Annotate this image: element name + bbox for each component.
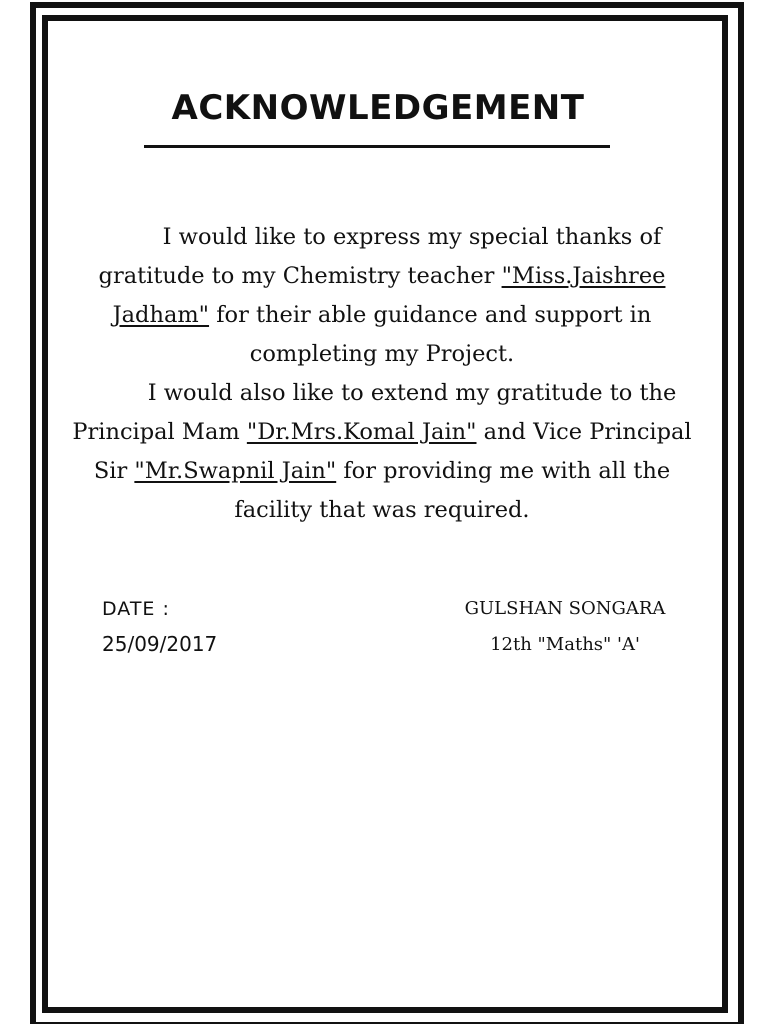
teacher-name: "Miss.Jaishree Jadham"	[112, 263, 666, 328]
paragraph1-text-start: I would like to express my special thanks of gratitude to my Chemistry teacher	[98, 224, 662, 289]
page-title: ACKNOWLEDGEMENT	[171, 88, 585, 128]
date-value: 25/09/2017	[102, 632, 218, 656]
paragraph2-text-end: for providing me with all the facility that was required.	[234, 458, 671, 523]
paragraph2-text-middle: and Vice Principal Sir	[93, 419, 692, 484]
date-label: DATE :	[102, 598, 170, 620]
acknowledgement-body	[72, 218, 692, 530]
paragraph1-text-end: for their able guidance and support in completing my Project.	[209, 302, 652, 367]
vice-principal-name: "Mr.Swapnil Jain"	[134, 458, 337, 484]
student-class: 12th "Maths" 'A'	[490, 634, 640, 655]
principal-name: "Dr.Mrs.Komal Jain"	[246, 419, 477, 445]
paragraph2-text-start: I would also like to extend my gratitude to the Principal Mam	[72, 380, 677, 445]
paragraph-principal-thanks	[72, 374, 692, 530]
title-underline	[144, 145, 610, 148]
student-name: GULSHAN SONGARA	[464, 598, 666, 619]
paragraph-teacher-thanks	[72, 218, 692, 374]
